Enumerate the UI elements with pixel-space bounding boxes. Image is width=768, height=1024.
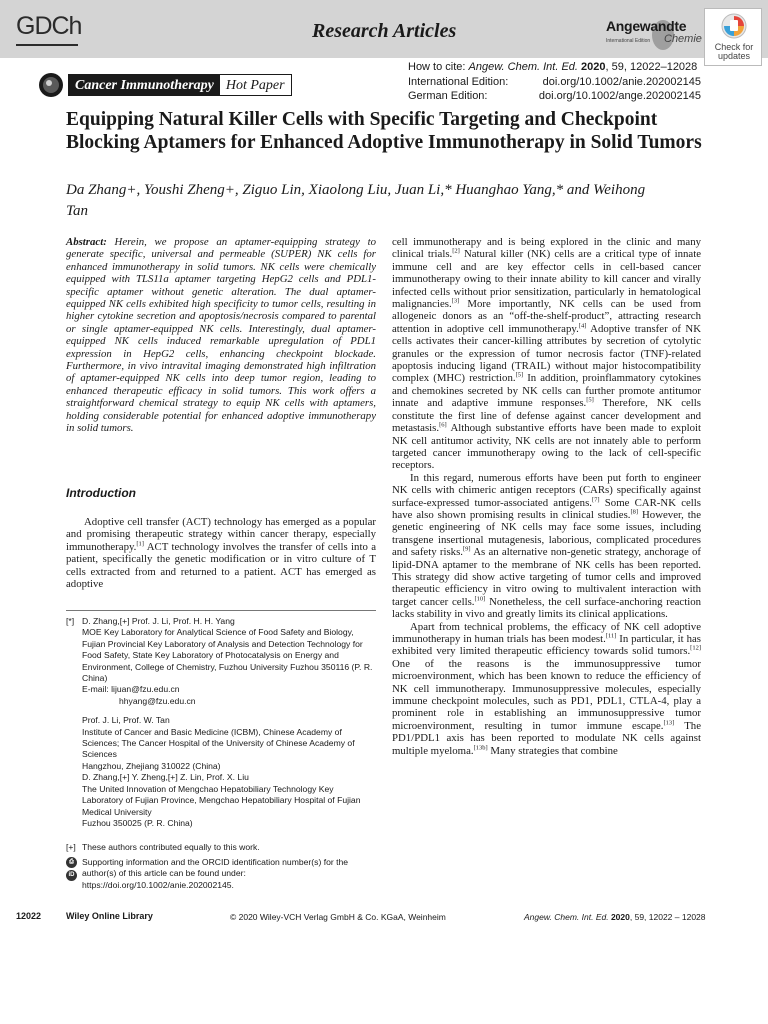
ref-link[interactable]: [6] (439, 421, 447, 429)
corresponding-mark: [*] (66, 616, 75, 626)
category-icon (38, 72, 64, 98)
article-title: Equipping Natural Killer Cells with Specific Targeting and Checkpoint Blocking Aptamers for Enhanced Adoptive Immunotherapy in Solid Tumors (66, 109, 702, 153)
german-edition-label: German Edition: (408, 90, 488, 102)
introduction-heading: Introduction (66, 486, 136, 500)
ref-link[interactable]: [10] (474, 595, 486, 603)
body-paragraph-3 (392, 621, 701, 757)
footer-citation (524, 912, 706, 922)
text-run: More importantly, NK cells can be used from allogeneic donors as an “off-the-shelf-product”, attracting research attention in adoptive cell immunotherapy. (392, 298, 701, 335)
text-run: Natural killer (NK) cells are a critical type of innate immune cell and are key effector cells in cell-based cancer immunotherapy owing to their innate ability to kill cancer and virally infected cells without prior sensitization, particularly in hematological malignancies. (392, 248, 701, 311)
supporting-info-link[interactable]: https://doi.org/10.1002/anie.202002145. (82, 879, 234, 890)
intl-edition-row (408, 75, 701, 90)
text-run: Some CAR-NK cells have also shown promising results in clinical studies. (392, 496, 701, 521)
german-edition-row (408, 89, 701, 104)
ref-link[interactable]: [1] (136, 540, 144, 548)
equal-contribution-text: These authors contributed equally to this work. (82, 842, 260, 852)
page-footer (0, 910, 768, 926)
abstract-label: Abstract: (66, 236, 107, 248)
cite-year: 2020 (581, 61, 606, 73)
equal-contribution-mark: [+] (66, 842, 76, 852)
text-run: Many strategies that combine (487, 744, 618, 757)
abstract (66, 236, 376, 435)
category-badge (68, 74, 292, 96)
text-run: In particular, it has exhibited very limited therapeutic efficiency towards solid tumors. (392, 633, 701, 658)
intl-doi-link[interactable]: doi.org/10.1002/anie.202002145 (542, 75, 701, 88)
ref-link[interactable]: [5] (515, 371, 524, 379)
affiliation-2-text: Institute of Cancer and Basic Medicine (ICBM), Chinese Academy of Sciences; The Cancer Hospital of the University of Chinese Academy of Sciences (82, 726, 355, 760)
email-line[interactable]: E-mail: lijuan@fzu.edu.cn (82, 684, 180, 695)
footer-journal: Angew. Chem. Int. Ed. (524, 912, 609, 922)
supporting-info-icon: ⎙ (66, 857, 77, 868)
intro-paragraph (66, 516, 376, 590)
cite-journal: Angew. Chem. Int. Ed. (468, 61, 578, 73)
affiliation-3-city: Fuzhou 350025 (P. R. China) (82, 817, 193, 828)
text-run: Although substantive efforts have been made to exploit NK cell antitumor activity, NK cells are not innately able to perform targeted cancer immunotherapy owing to the lack of cell-specific receptors. (392, 422, 701, 472)
footer-volume-pages: , 59, 12022 – 12028 (629, 912, 706, 922)
right-column-body (392, 236, 701, 757)
hot-paper-tag: Hot Paper (220, 75, 291, 95)
affiliation-2-city: Hangzhou, Zhejiang 310022 (China) (82, 760, 221, 771)
journal-logo-name: Angewandte (606, 18, 687, 34)
intro-text-b: ACT technology involves the transfer of cells into a patient, specifically the genetic modification or in vitro culture of T cells extracted from and returned to a patient. ACT has emerged as adoptive (66, 540, 376, 591)
how-to-cite-label: How to cite: (408, 61, 466, 73)
supporting-info-note (66, 857, 376, 891)
text-run: Adoptive transfer of NK cells activates their cancer-killing attributes by secretion of cytolytic granules or the expression of tumor necrosis factor (TNF)-related apoptosis inducing ligand (TRAIL) without major histocompatibility complex (MHC) restriction. (392, 322, 701, 385)
cite-volume-pages: , 59, 12022–12028 (605, 61, 698, 73)
affiliation-1-names: D. Zhang,[+] Prof. J. Li, Prof. H. H. Yang (82, 616, 235, 626)
intro-text-a: Adoptive cell transfer (ACT) technology has emerged as a popular and promising therapeutic strategy within cancer therapy, especially immunotherapy. (66, 516, 376, 553)
abstract-text: Herein, we propose an aptamer-equipping strategy to generate specific, universal and permeable (SUPER) NK cells for enhanced immunotherapy in solid tumors. NK cells were chemically equipped with TLS11a aptamer targeting HepG2 cells and PDL1-specific aptamer without genetic alteration. The dual aptamer-equipped NK cells exhibited high specificity to tumor cells, resulting in higher cytokine secretion and apoptosis/necrosis compared to parental or single aptamer-equipped NK cells. Interestingly, dual aptamer-equipped NK cells induced remarkable upregulation of PDL1 expression in HepG2 cells, enhancing checkpoint blockade. Furthermore, in vivo intravital imaging demonstrated high infiltration of aptamer-equipped NK cells into deep tumor region, leading to enhanced therapeutic efficacy in solid tumors. This work offers a straightforward chemical strategy to equip NK cells with aptamers, holding considerable potential for enhanced adoptive immunotherapy in solid tumors. (66, 236, 376, 435)
crossmark-label: Check for updates (714, 42, 754, 61)
category-label: Cancer Immunotherapy (69, 75, 220, 95)
ref-link[interactable]: [2] (452, 247, 460, 255)
ref-link[interactable]: [9] (462, 545, 471, 553)
affiliation-3-names: D. Zhang,[+] Y. Zheng,[+] Z. Lin, Prof. X. Liu (82, 772, 249, 783)
text-run: Nonetheless, the cell surface-anchoring reaction lacks stability in vivo and greatly limits its clinical applications. (392, 595, 701, 621)
text-run: Apart from technical problems, the efficacy of NK cell adoptive immunotherapy in human trials has been modest. (392, 620, 701, 645)
text-run: As an alternative non-genetic strategy, anchorage of lipid-DNA aptamer to the membrane of NK cells has been reported. This strategy did show active targeting of tumor cells and improved therapeutic efficiency in vitro owing to multivalent interaction with target cancer cells. (392, 546, 701, 608)
text-run: cell immunotherapy and is being explored in the clinic and many clinical trials. (392, 236, 701, 261)
publisher-logo-underline (16, 44, 78, 46)
journal-logo-edition: International Edition (606, 38, 651, 44)
intl-edition-label: International Edition: (408, 75, 509, 88)
supporting-info-text: Supporting information and the ORCID identification number(s) for the author(s) of this article can be found under: (82, 857, 349, 879)
crossmark-icon (721, 13, 747, 39)
ref-link[interactable]: [4] (578, 322, 587, 330)
body-paragraph-2 (392, 472, 701, 621)
text-run: However, the genetic engineering of NK cells may face some issues, including transgene insertional mutagenesis, laborious, complicated procedures and safety risks. (392, 508, 701, 559)
email-line-2[interactable]: hhyang@fzu.edu.cn (119, 695, 196, 706)
copyright-notice: © 2020 Wiley-VCH Verlag GmbH & Co. KGaA, Weinheim (230, 912, 446, 922)
journal-logo-name-2: Chemie (664, 33, 702, 45)
german-doi-link[interactable]: doi.org/10.1002/ange.202002145 (538, 90, 701, 102)
wiley-online-library-link[interactable]: Wiley Online Library (66, 911, 153, 921)
orcid-icon: iD (66, 870, 77, 881)
ref-link[interactable]: [5] (586, 396, 594, 404)
text-run: In addition, proinflammatory cytokines and chemokines secreted by NK cells can further promote antitumor innate and adaptive immune responses. (392, 372, 701, 410)
page-number: 12022 (16, 911, 42, 921)
text-run: Therefore, NK cells constitute the first line of defense against cancer development and metastasis. (392, 397, 701, 435)
how-to-cite-row (408, 60, 701, 75)
affiliation-block (66, 616, 376, 829)
ref-link[interactable]: [3] (451, 297, 460, 305)
footer-year: 2020 (610, 912, 630, 922)
footnote-divider (66, 610, 376, 611)
page-header (0, 0, 768, 58)
text-run: One of the reasons is the immunosuppressive tumor microenvironment, which has been known to reduce the efficiency of NK cell immunotherapy. Immunosuppressive molecules, especially immune checkpoint molecules, such as PD1, PDL1, CTLA-4, play a prominent role in establishing an immunosuppressive tumor microenvironment, resulting in tumor immune escape. (392, 657, 701, 732)
affiliation-2-names: Prof. J. Li, Prof. W. Tan (82, 715, 170, 726)
body-paragraph-1 (392, 236, 701, 472)
equal-contribution-note (66, 842, 376, 853)
journal-logo (606, 18, 702, 52)
affiliation-3-text: The United Innovation of Mengchao Hepatobiliary Technology Key Laboratory of Fujian Province, Mengchao Hepatobiliary Hospital of Fujian Medical University (82, 783, 361, 817)
ref-link[interactable]: [13] (663, 719, 675, 727)
check-for-updates-button[interactable] (704, 8, 762, 66)
ref-link[interactable]: [13b] (473, 744, 488, 752)
publisher-logo: GDCh (16, 12, 82, 40)
introduction-body (66, 516, 376, 590)
ref-link[interactable]: [8] (630, 508, 639, 516)
author-list: Da Zhang+, Youshi Zheng+, Ziguo Lin, Xiaolong Liu, Juan Li,* Huanghao Yang,* and Weihong Tan (66, 182, 646, 219)
section-title: Research Articles (312, 20, 457, 42)
ref-link[interactable]: [7] (591, 495, 600, 503)
ref-link[interactable]: [12] (690, 644, 701, 652)
affiliation-1-text: MOE Key Laboratory for Analytical Science of Food Safety and Biology, Fujian Provincial Key Laboratory of Analysis and Detection Technology for Food Safety, State Key Laboratory of Photocatalysis on Energy and Environment, College of Chemistry, Fuzhou University Fuzhou 350116 (P. R. China) (82, 627, 373, 684)
text-run: The PD1/PDL1 axis has been reported to modulate NK cells against multiple myeloma. (392, 719, 701, 757)
ref-link[interactable]: [11] (605, 632, 617, 640)
citation-block (408, 60, 701, 104)
text-run: In this regard, numerous efforts have been put forth to engineer NK cells with chimeric antigen receptors (CARs) specifically against surface-expressed tumor-associated antigens. (392, 471, 701, 509)
